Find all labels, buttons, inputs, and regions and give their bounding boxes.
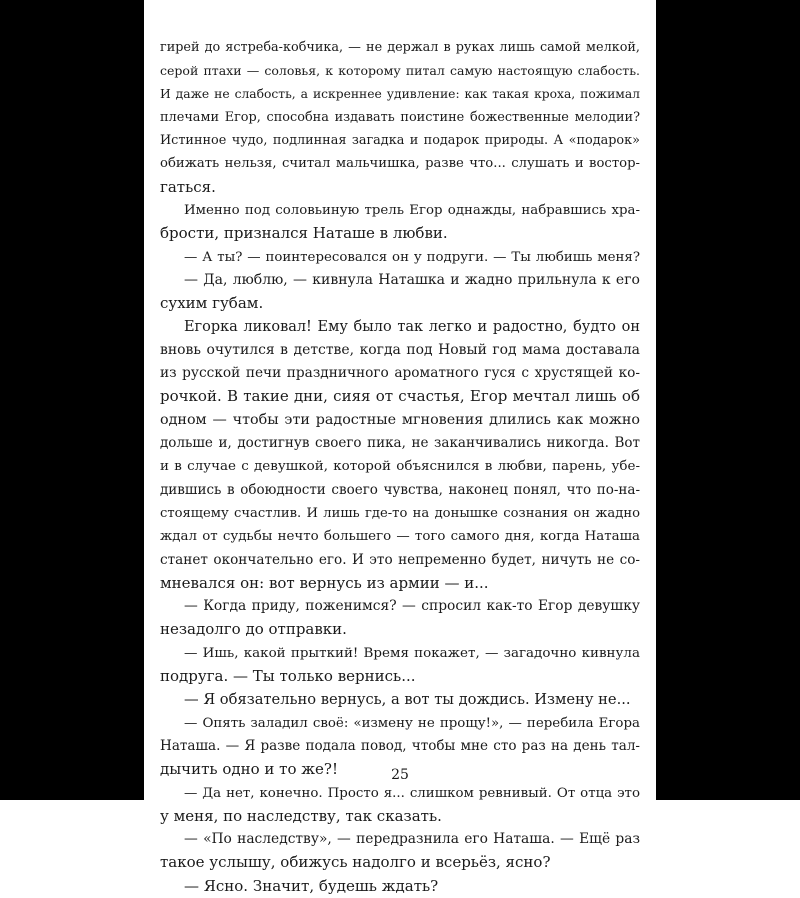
page-number: 25 xyxy=(391,767,409,783)
text-line: гаться. xyxy=(160,177,216,196)
text-line: вновь очутился в детстве, когда под Новый год мама доставала xyxy=(160,341,640,358)
text-line: Именно под соловьиную трель Егор однажды, набравшись хра- xyxy=(184,203,640,219)
text-line: — Да, люблю, — кивнула Наташка и жадно прильнула к его xyxy=(184,271,640,288)
text-line: Егорка ликовал! Ему было так легко и радостно, будто он xyxy=(184,318,640,335)
text-line: плечами Егор, способна издавать поистине божественные мелодии? xyxy=(160,109,640,125)
text-line: брости, признался Наташе в любви. xyxy=(160,224,448,243)
text-line: обижать нельзя, считал мальчишка, разве что... слушать и востор- xyxy=(160,156,640,172)
text-line: — А ты? — поинтересовался он у подруги. — Ты любишь меня? xyxy=(184,249,640,265)
text-line: станет окончательно его. И это непременно будет, ничуть не со- xyxy=(160,551,640,568)
text-line: И даже не слабость, а искреннее удивление: как такая кроха, пожимал xyxy=(160,86,640,101)
text-line: стоящему счастлив. И лишь где-то на донышке сознания он жадно xyxy=(160,505,640,521)
left-margin-bar xyxy=(0,0,144,800)
text-line: дольше и, достигнув своего пика, не заканчивались никогда. Вот xyxy=(160,435,640,452)
text-line: подруга. — Ты только вернись... xyxy=(160,667,416,686)
text-line: — Ишь, какой прыткий! Время покажет, — загадочно кивнула xyxy=(184,645,640,661)
text-line: сухим губам. xyxy=(160,294,264,313)
text-line: — «По наследству», — передразнила его Наташа. — Ещё раз xyxy=(184,831,640,848)
text-line: — Ясно. Значит, будешь ждать? xyxy=(184,876,439,895)
text-line: дычить одно и то же?! xyxy=(160,760,338,779)
text-line: ждал от судьбы нечто большего — того самого дня, когда Наташа xyxy=(160,529,640,545)
text-line: такое услышу, обижусь надолго и всерьёз, ясно? xyxy=(160,853,551,872)
text-line: — Когда приду, поженимся? — спросил как-то Егор девушку xyxy=(184,598,640,615)
text-line: из русской печи праздничного ароматного гуся с хрустящей ко- xyxy=(160,365,640,382)
text-line: мневался он: вот вернусь из армии — и... xyxy=(160,573,489,592)
text-line: Наташа. — Я разве подала повод, чтобы мне сто раз на день тал- xyxy=(160,737,640,754)
text-line: у меня, по наследству, так сказать. xyxy=(160,806,442,825)
text-line: — Да нет, конечно. Просто я... слишком ревнивый. От отца это xyxy=(184,785,640,801)
text-line: серой птахи — соловья, к которому питал самую настоящую слабость. xyxy=(160,63,640,79)
text-line: дившись в обоюдности своего чувства, наконец понял, что по-на- xyxy=(160,481,640,498)
text-line: Истинное чудо, подлинная загадка и подарок природы. А «подарок» xyxy=(160,133,640,149)
text-line: гирей до ястреба-кобчика, — не держал в руках лишь самой мелкой, xyxy=(160,40,640,55)
text-line: незадолго до отправки. xyxy=(160,620,347,639)
text-line: и в случае с девушкой, которой объяснился в любви, парень, убе- xyxy=(160,459,640,475)
text-line: одном — чтобы эти радостные мгновения длились как можно xyxy=(160,411,640,428)
text-line: — Я обязательно вернусь, а вот ты дождись. Измену не... xyxy=(184,691,631,709)
right-margin-bar xyxy=(656,0,800,800)
text-line: — Опять заладил своё: «измену не прощу!», — перебила Егора xyxy=(184,715,640,731)
text-line: рочкой. В такие дни, сияя от счастья, Егор мечтал лишь об xyxy=(160,387,640,406)
